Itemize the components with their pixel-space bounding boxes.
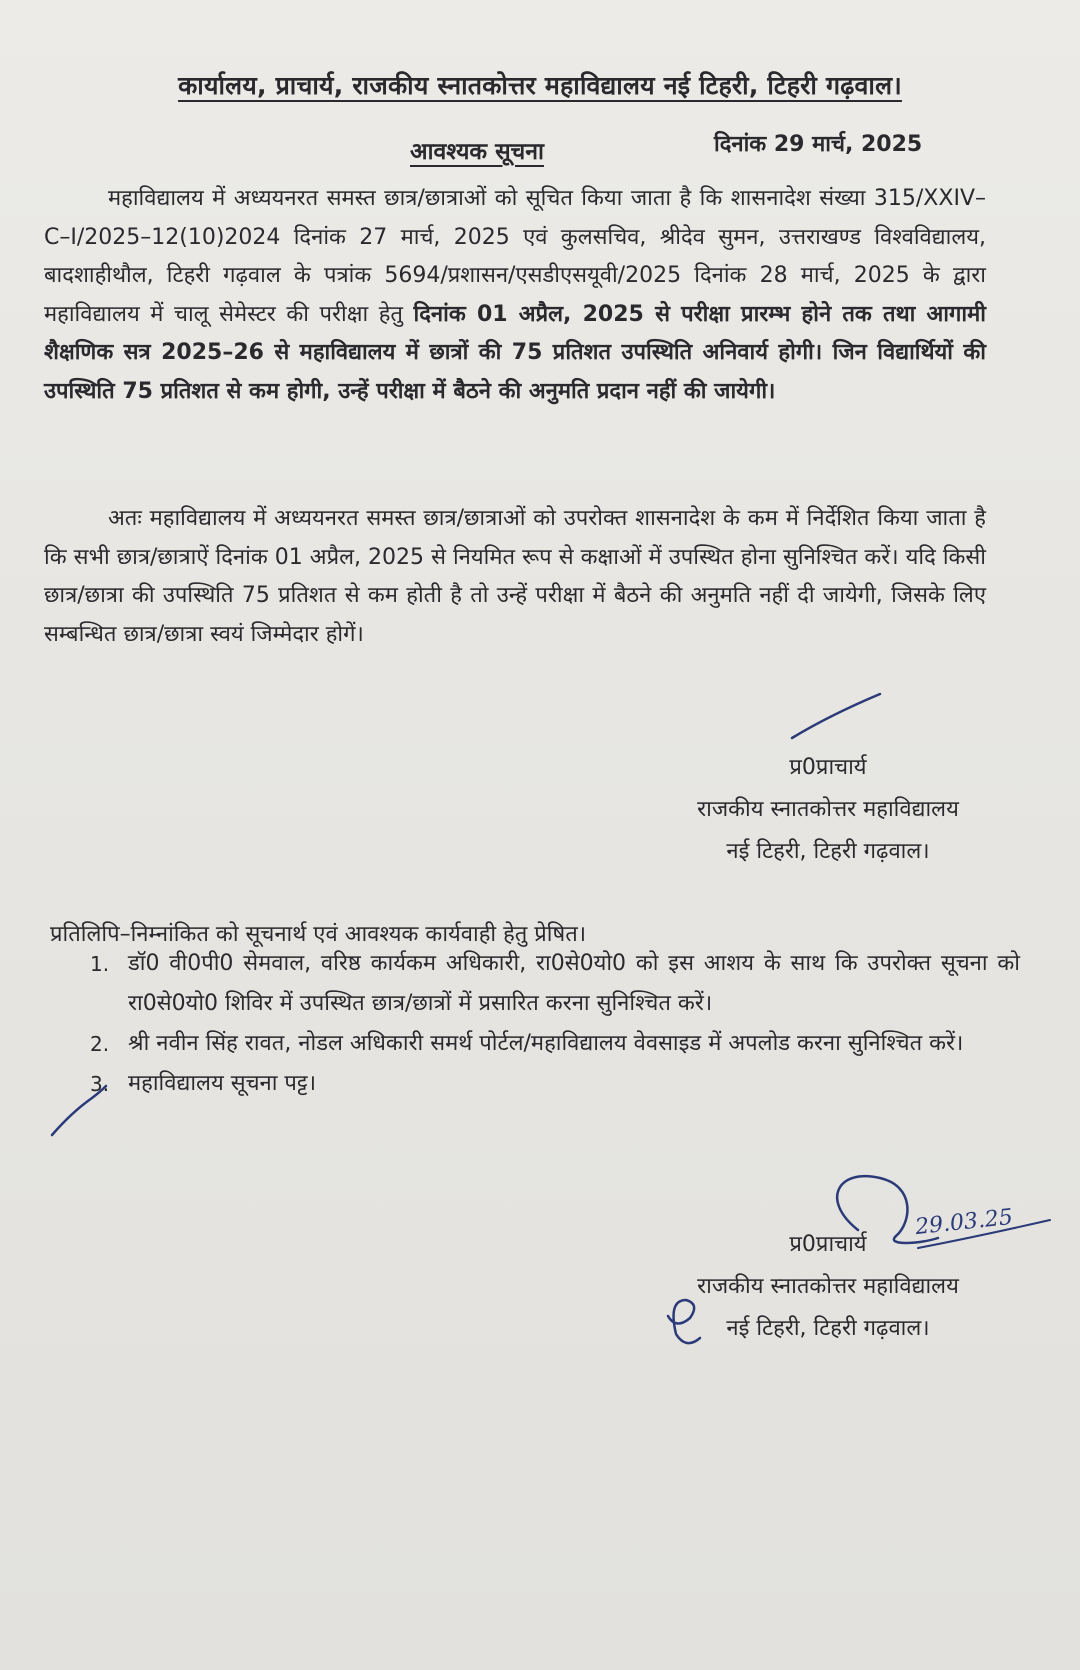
paragraph-emphasis: दिनांक 01 अप्रैल, 2025 से परीक्षा प्रारम्भ होने तक तथा आगामी शैक्षणिक सत्र 2025–26 से महाविद्यालय में छात्रों की 75 प्रतिशत उपस्थिति अनिवार्य होगी। जिन विद्यार्थियों की उपस्थिति 75 प्रतिशत से कम होगी, उन्हें परीक्षा में बैठने की अनुमति प्रदान नहीं की जायेगी। [44,301,986,404]
copy-to-item [84,1064,1020,1104]
item-number: 1. [90,952,110,976]
handwritten-date: 29.03.25 [913,1204,1015,1241]
signature-block [648,747,1008,873]
signatory-place: नई टिहरी, टिहरी गढ़वाल। [726,1316,930,1341]
item-text: डॉ0 वी0पी0 सेमवाल, वरिष्ठ कार्यकम अधिकारी, रा0से0यो0 को इस आशय के साथ कि उपरोक्त सूचना को रा0से0यो0 शिविर में उपस्थित छात्र/छात्रों में प्रसारित करना सुनिश्चित करें। [128,951,1020,1016]
item-text: श्री नवीन सिंह रावत, नोडल अधिकारी समर्थ पोर्टल/महाविद्यालय वेवसाइड में अपलोड करना सुनिश्चित करें। [128,1031,964,1056]
instruction-paragraph: अतः महाविद्यालय में अध्ययनरत समस्त छात्र/छात्राओं को उपरोक्त शासनादेश के कम में निर्देशित किया जाता है कि सभी छात्र/छात्राऐं दिनांक 01 अप्रैल, 2025 से नियमित रूप से कक्षाओं में उपस्थित होना सुनिश्चित करें। यदि किसी छात्र/छात्रा की उपस्थिति 75 प्रतिशत से कम होती है तो उन्हें परीक्षा में बैठने की अनुमति नहीं दी जायेगी, जिसके लिए सम्बन्धित छात्र/छात्रा स्वयं जिम्मेदार होगें। [44,506,986,647]
notice-date: दिनांक 29 मार्च, 2025 [714,132,923,157]
item-number: 3. [90,1072,110,1096]
copy-to-item [84,944,1020,1024]
signatory-designation: प्र0प्राचार्य [789,1232,867,1257]
paragraph-text: महाविद्यालय में अध्ययनरत समस्त छात्र/छात्राओं को सूचित किया जाता है कि शासनादेश संख्या 315/XXIV–C–I/2025–12(10)2024 दिनांक 27 मार्च, 2025 एवं कुलसचिव, श्रीदेव सुमन, उत्तराखण्ड विश्वविद्यालय, बादशाहीथौल, टिहरी गढ़वाल के पत्रांक 5694/प्रशासन/एसडीएसयूवी/2025 दिनांक 28 मार्च, 2025 के द्वारा महाविद्यालय में चालू सेमेस्टर की परीक्षा हेतु [44,186,986,327]
copy-to-intro: प्रतिलिपि–निम्नांकित को सूचनार्थ एवं आवश्यक कार्यवाही हेतु प्रेषित। [50,922,587,947]
signatory-place: नई टिहरी, टिहरी गढ़वाल। [726,839,930,864]
notice-title: आवश्यक सूचना [410,139,544,165]
signatory-institution: राजकीय स्नातकोत्तर महाविद्यालय [697,797,959,822]
office-heading: कार्यालय, प्राचार्य, राजकीय स्नातकोत्तर महाविद्यालय नई टिहरी, टिहरी गढ़वाल। [178,71,902,100]
signature-stroke [792,694,880,738]
signatory-designation: प्र0प्राचार्य [789,755,867,780]
signature-block-copy [648,1224,1008,1350]
item-number: 2. [90,1032,110,1056]
copy-to-list [84,944,1020,1104]
attendance-paragraph [44,180,986,411]
copy-to-item [84,1024,1020,1064]
item-text: महाविद्यालय सूचना पट्ट। [128,1071,317,1096]
signatory-institution: राजकीय स्नातकोत्तर महाविद्यालय [697,1274,959,1299]
